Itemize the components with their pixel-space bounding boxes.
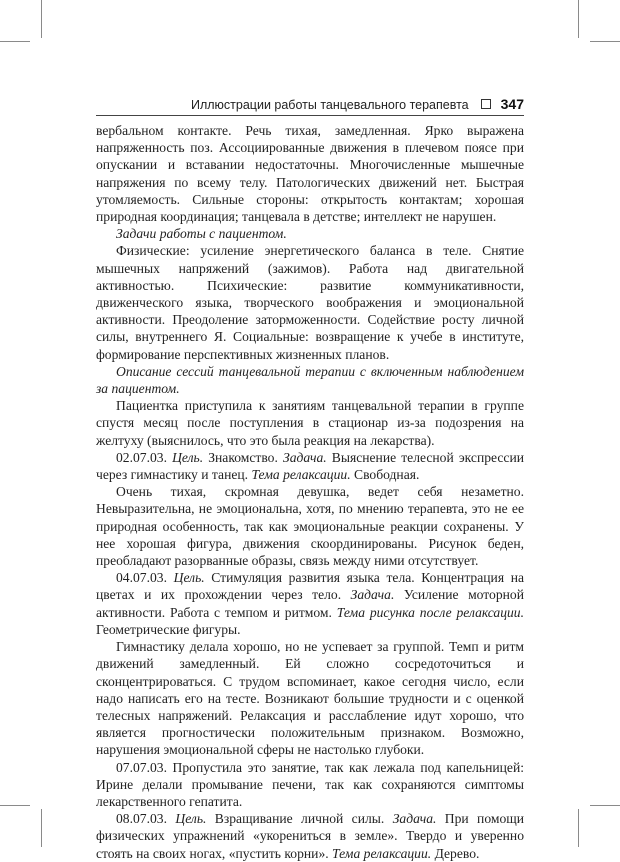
header-title: Иллюстрации работы танцевального терапевта <box>190 98 469 112</box>
paragraph-1: вербальном контакте. Речь тихая, замедленная. Ярко выражена напряженность поз. Ассоциированные движения в плечевом поясе при опускании и вставании недостаточны. Многочисленные мышечные напряжения по всему телу. Патологических движений нет. Быстрая утомляемость. Сильные стороны: открытость контактам; хорошая природная координация; танцевала в детстве; интеллект не нарушен. <box>96 123 524 225</box>
theme-label: Тема релаксации. <box>251 467 351 483</box>
theme-label: Тема рисунка после релаксации. <box>336 604 525 620</box>
goal-text: Взращивание личной силы. <box>214 811 385 827</box>
goal-label: Цель. <box>175 811 207 827</box>
paragraph-10: 07.07.03. Пропустила это занятие, так как лежала под капельницей: Ирине делали промывание печени, так как сохраняются симптомы лекарственного гепатита. <box>96 759 524 809</box>
paragraph-3: Физические: усиление энергетического баланса в теле. Снятие мышечных напряжений (зажимов). Работа над двигательной активностью. Психические: развитие коммуникативности, движенческого языка, творческого воображения и эмоциональной активности. Преодоление заторможенности. Содействие росту личной силы, внутреннего Я. Социальные: возвращение к учебе в институте, формирование перспективных жизненных планов. <box>96 243 524 362</box>
task-label: Задача. <box>350 587 395 603</box>
paragraph-8-session <box>96 569 524 638</box>
paragraph-5: Пациентка приступила к занятиям танцевальной терапии в группе спустя месяц после поступления в стационар из-за подозрения на желтуху (выяснилось, что это была реакция на лекарства). <box>96 398 524 448</box>
task-label: Задача. <box>392 811 437 827</box>
paragraph-6-session <box>96 449 524 483</box>
paragraph-11-session <box>96 810 524 862</box>
session-date: 04.07.03. <box>116 570 167 586</box>
square-bullet-icon <box>481 99 491 109</box>
task-text: Усиление моторной активности. Работа с темпом и ритмом. <box>96 587 524 620</box>
crop-mark-top-right <box>578 0 579 38</box>
paragraph-9: Гимнастику делала хорошо, но не успевает за группой. Темп и ритм движений замедленный. Ей сложно сосредоточиться и сконцентрироваться. С трудом вспоминает, какое сегодня число, если надо написать его на тесте. Возникают большие трудности и с оценкой телесных напряжений. Релаксация и расслабление идут хорошо, что является прогностически положительным признаком. Возможно, нарушения эмоциональной сферы не настолько глубоки. <box>96 639 524 758</box>
task-label: Задача. <box>282 449 327 465</box>
session-date: 02.07.03. <box>116 449 167 465</box>
crop-mark-bottom-right <box>578 809 579 847</box>
goal-text: Стимуляция развития языка тела. Концентрация на цветах и их прохождении через тело. <box>96 570 525 603</box>
session-date: 08.07.03. <box>116 811 167 827</box>
paragraph-2-heading: Задачи работы с пациентом. <box>116 226 287 242</box>
theme-text: Дерево. <box>434 845 480 861</box>
task-text: Выяснение телесной экспрессии через гимнастику и танец. <box>96 449 525 483</box>
goal-text: Знакомство. <box>208 449 278 465</box>
crop-mark-top-left <box>41 0 42 38</box>
crop-mark-bottom-left-h <box>0 805 30 806</box>
crop-mark-top-left-h <box>0 41 30 42</box>
body-text <box>96 122 524 862</box>
crop-mark-top-right-h <box>590 41 620 42</box>
goal-label: Цель. <box>173 570 205 586</box>
goal-label: Цель. <box>172 449 204 465</box>
theme-label: Тема релаксации. <box>332 845 432 861</box>
crop-mark-bottom-left <box>41 809 42 847</box>
theme-text: Геометрические фигуры. <box>96 621 241 637</box>
crop-mark-bottom-right-h <box>590 805 620 806</box>
header-rule <box>96 115 524 116</box>
task-text: При помощи физических упражнений «укорениться в земле». Твердо и уверенно стоять на своих ногах, «пустить корни». <box>96 811 525 861</box>
paragraph-4-heading: Описание сессий танцевальной терапии с включенным наблюдением за пациентом. <box>96 363 524 397</box>
running-header <box>96 96 524 114</box>
paragraph-7: Очень тихая, скромная девушка, ведет себя незаметно. Невыразительна, не эмоциональна, хотя, по мнению терапевта, это не ее природная особенность, так как эмоциональные реакции сохранены. У нее хорошая фигура, движения скоординированы. Рисунок беден, преобладают разорванные образы, связь между ними отсутствует. <box>96 484 524 569</box>
theme-text: Свободная. <box>354 467 420 483</box>
page-number: 347 <box>500 96 524 112</box>
